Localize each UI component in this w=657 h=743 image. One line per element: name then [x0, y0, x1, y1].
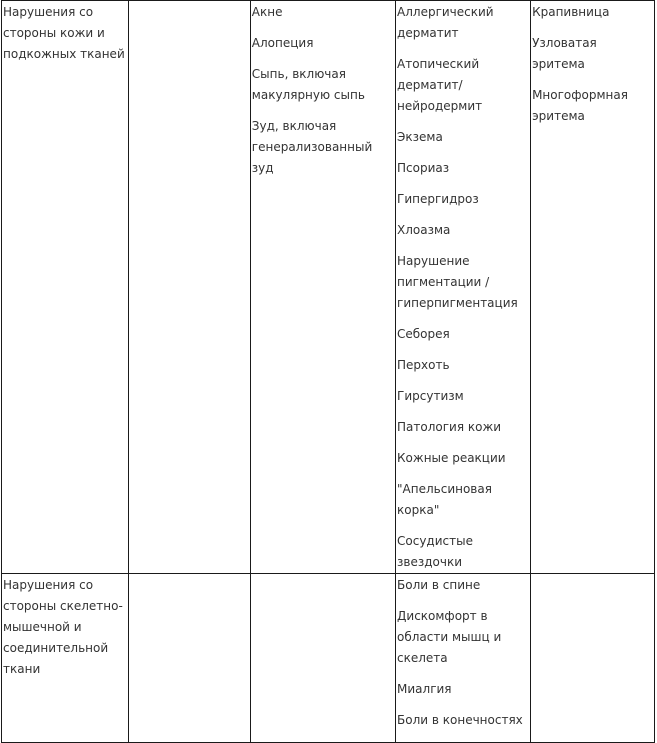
list-item: Патология кожи [397, 420, 502, 434]
list-item: Миалгия [397, 682, 452, 696]
table-row [2, 1, 655, 574]
list-item: Сосудистые звездочки [397, 534, 473, 569]
category-label: Нарушения со стороны скелетно-мышечной и соединительной ткани [3, 578, 123, 676]
frequency-cell-empty [250, 574, 395, 743]
list-item: Акне [251, 5, 283, 19]
term-list [532, 2, 653, 127]
frequency-cell [531, 1, 655, 574]
frequency-cell [250, 1, 395, 574]
list-item: "Апельсиновая корка" [397, 482, 492, 517]
term-list [252, 2, 394, 179]
frequency-cell-empty [128, 1, 250, 574]
table-row [2, 574, 655, 743]
term-list [397, 2, 529, 573]
list-item: Сыпь, включая макулярную сыпь [251, 67, 365, 102]
frequency-cell-empty [531, 574, 655, 743]
list-item: Гипергидроз [397, 192, 479, 206]
list-item: Многоформная эритема [532, 88, 628, 123]
category-cell [2, 1, 129, 574]
term-list [397, 575, 529, 731]
list-item: Боли в спине [397, 578, 481, 592]
list-item: Псориаз [397, 161, 450, 175]
category-cell [2, 574, 129, 743]
list-item: Себорея [397, 327, 450, 341]
list-item: Дискомфорт в области мышц и скелета [397, 609, 502, 665]
frequency-cell [396, 574, 531, 743]
category-label: Нарушения со стороны кожи и подкожных тканей [3, 5, 125, 61]
list-item: Боли в конечностях [397, 713, 523, 727]
list-item: Атопический дерматит/ нейродермит [397, 57, 483, 113]
frequency-cell [396, 1, 531, 574]
list-item: Зуд, включая генерализованный зуд [251, 119, 373, 175]
list-item: Кожные реакции [397, 451, 506, 465]
list-item: Крапивница [532, 5, 610, 19]
list-item: Перхоть [397, 358, 450, 372]
list-item: Алопеция [251, 36, 314, 50]
list-item: Хлоазма [397, 223, 451, 237]
list-item: Нарушение пигментации / гиперпигментация [397, 254, 518, 310]
list-item: Узловатая эритема [532, 36, 597, 71]
adverse-reactions-table [1, 0, 655, 743]
list-item: Аллергический дерматит [397, 5, 494, 40]
list-item: Экзема [397, 130, 443, 144]
list-item: Гирсутизм [397, 389, 464, 403]
frequency-cell-empty [128, 574, 250, 743]
